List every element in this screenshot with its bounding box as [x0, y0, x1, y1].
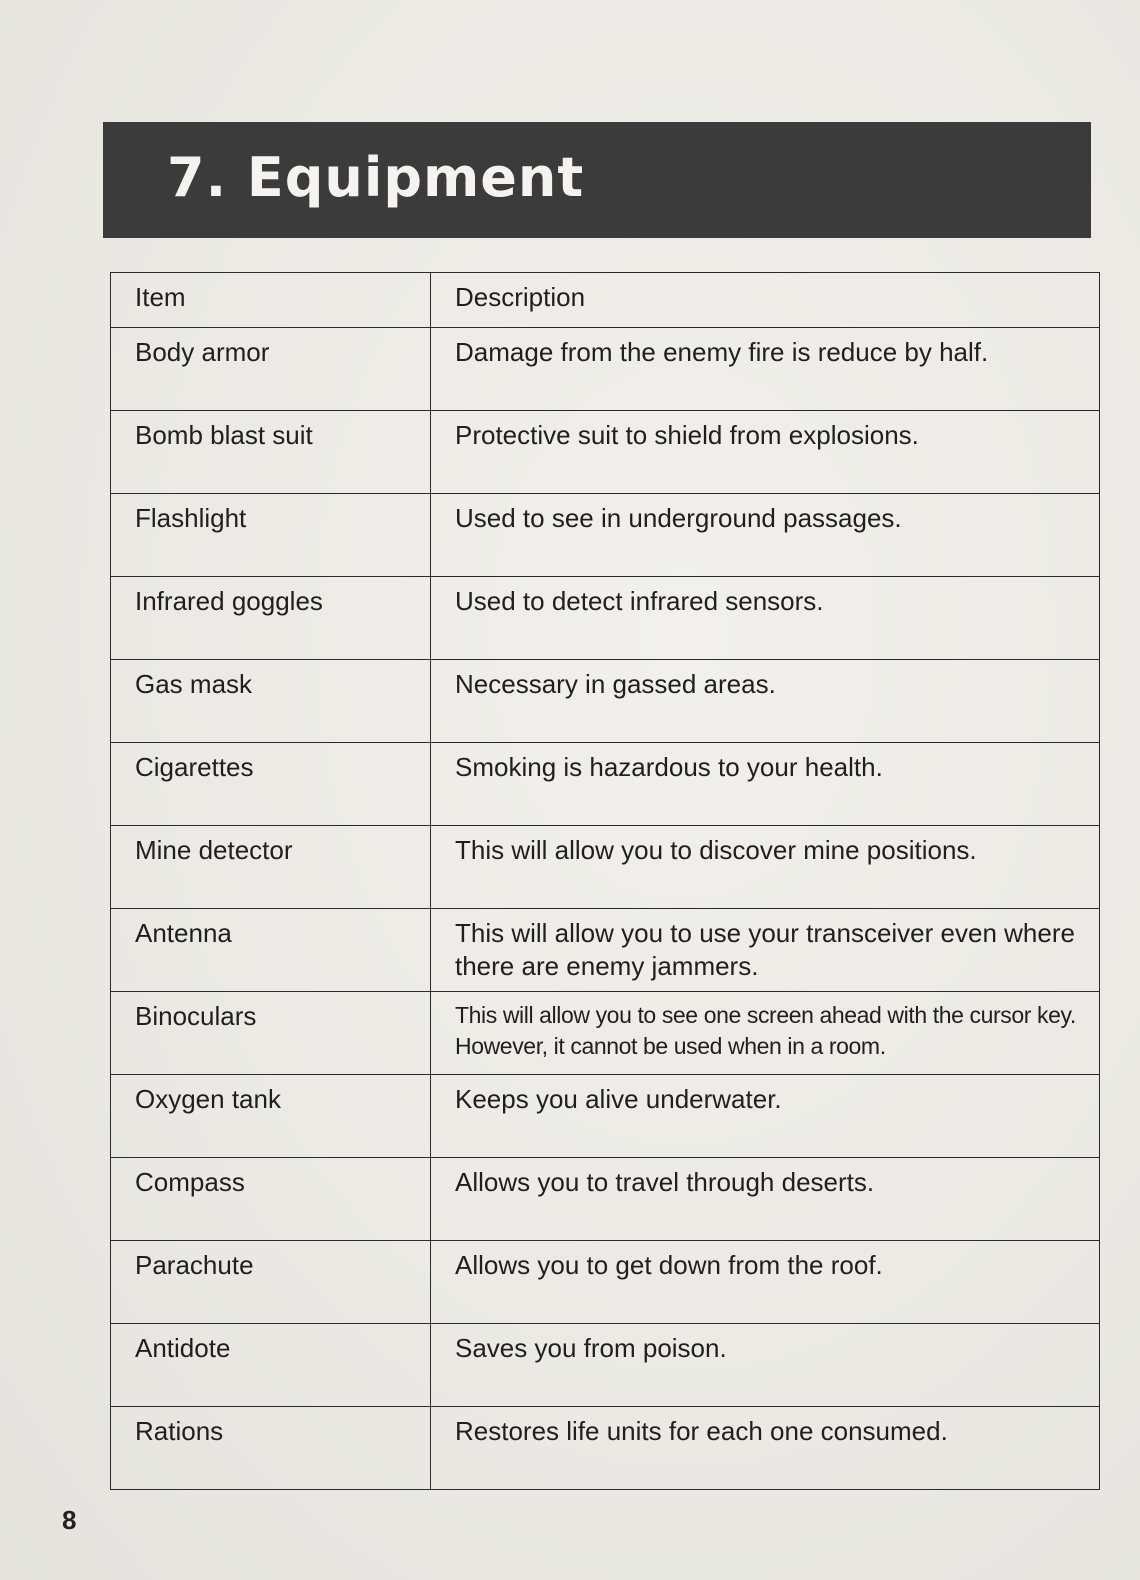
description-cell: Used to see in underground passages. — [431, 494, 1100, 577]
table-row — [111, 826, 1100, 909]
description-cell: Allows you to get down from the roof. — [431, 1241, 1100, 1324]
description-cell: This will allow you to discover mine positions. — [431, 826, 1100, 909]
item-cell: Binoculars — [111, 992, 431, 1075]
table-row — [111, 743, 1100, 826]
item-cell: Cigarettes — [111, 743, 431, 826]
description-cell: Smoking is hazardous to your health. — [431, 743, 1100, 826]
item-cell: Infrared goggles — [111, 577, 431, 660]
item-cell: Bomb blast suit — [111, 411, 431, 494]
description-cell: Saves you from poison. — [431, 1324, 1100, 1407]
table-row — [111, 328, 1100, 411]
table-row — [111, 1241, 1100, 1324]
item-cell: Parachute — [111, 1241, 431, 1324]
item-cell: Compass — [111, 1158, 431, 1241]
item-cell: Oxygen tank — [111, 1075, 431, 1158]
section-title: 7. Equipment — [167, 146, 585, 209]
table-row — [111, 660, 1100, 743]
table-row — [111, 494, 1100, 577]
page-number: 8 — [62, 1505, 77, 1535]
column-header-description: Description — [431, 273, 1100, 328]
item-cell: Mine detector — [111, 826, 431, 909]
item-cell: Flashlight — [111, 494, 431, 577]
description-cell: Allows you to travel through deserts. — [431, 1158, 1100, 1241]
table-row — [111, 1158, 1100, 1241]
item-cell: Gas mask — [111, 660, 431, 743]
item-cell: Antenna — [111, 909, 431, 992]
description-cell: Protective suit to shield from explosions. — [431, 411, 1100, 494]
item-cell: Antidote — [111, 1324, 431, 1407]
description-cell: Keeps you alive underwater. — [431, 1075, 1100, 1158]
table-row — [111, 909, 1100, 992]
description-cell: Used to detect infrared sensors. — [431, 577, 1100, 660]
description-cell: Necessary in gassed areas. — [431, 660, 1100, 743]
table-row — [111, 577, 1100, 660]
description-cell: Restores life units for each one consumed. — [431, 1407, 1100, 1490]
table-row — [111, 992, 1100, 1075]
item-cell: Body armor — [111, 328, 431, 411]
equipment-table — [110, 272, 1100, 1490]
section-header-bar — [103, 122, 1091, 238]
item-cell: Rations — [111, 1407, 431, 1490]
description-cell: This will allow you to see one screen ahead with the cursor key. However, it cannot be used when in a room. — [431, 992, 1100, 1075]
column-header-item: Item — [111, 273, 431, 328]
table-row — [111, 411, 1100, 494]
table-header-row — [111, 273, 1100, 328]
table-row — [111, 1324, 1100, 1407]
description-cell: This will allow you to use your transceiver even where there are enemy jammers. — [431, 909, 1100, 992]
table-row — [111, 1407, 1100, 1490]
table-row — [111, 1075, 1100, 1158]
description-cell: Damage from the enemy fire is reduce by half. — [431, 328, 1100, 411]
